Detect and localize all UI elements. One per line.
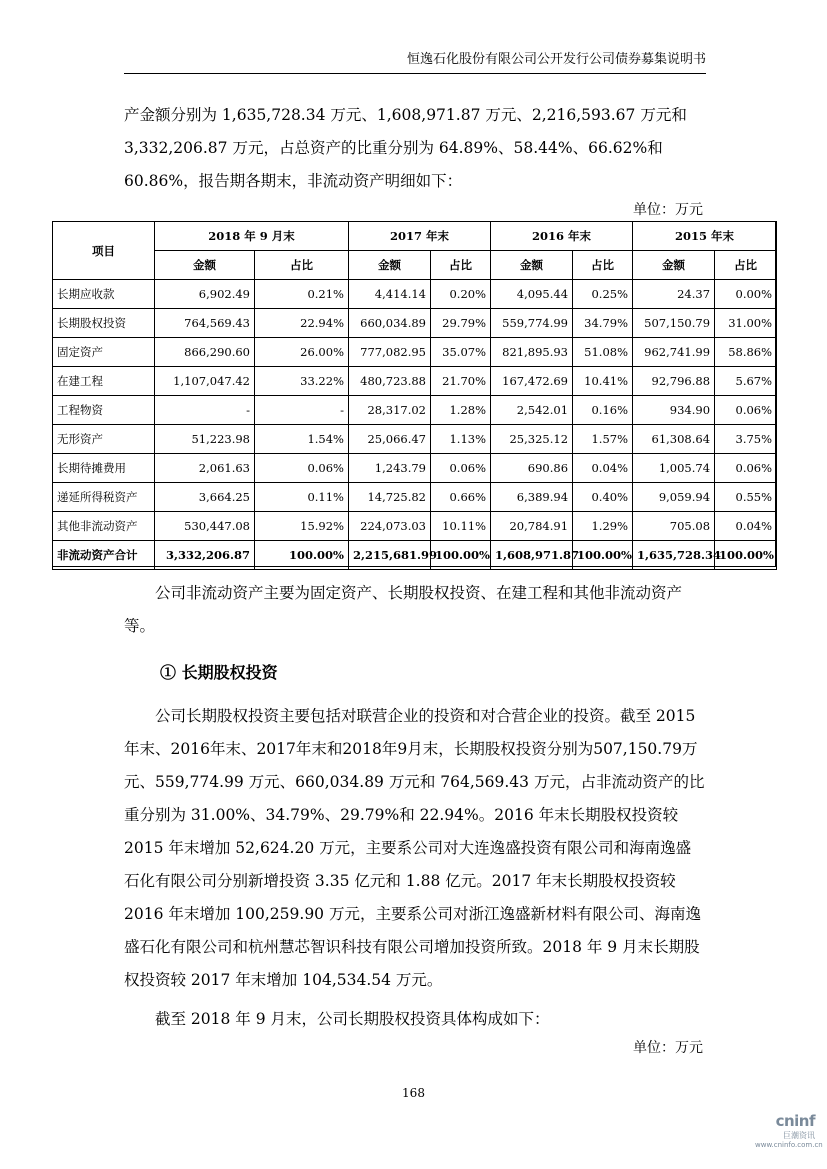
amount-cell: 1,005.74 (633, 454, 715, 483)
ratio-cell: 29.79% (431, 309, 491, 338)
amount-cell: 3,332,206.87 (155, 541, 255, 570)
header-item: 项目 (53, 222, 155, 280)
subheader-amount: 金额 (491, 251, 573, 280)
ratio-cell: 0.20% (431, 280, 491, 309)
amount-cell: 559,774.99 (491, 309, 573, 338)
cninf-logo (755, 1112, 823, 1149)
amount-cell: 2,061.63 (155, 454, 255, 483)
amount-cell: 866,290.60 (155, 338, 255, 367)
subheader-amount: 金额 (633, 251, 715, 280)
amount-cell: 1,243.79 (349, 454, 431, 483)
amount-cell: 3,664.25 (155, 483, 255, 512)
ratio-cell: 100.00% (431, 541, 491, 570)
unit-label-2: 单位：万元 (633, 1040, 703, 1056)
amount-cell: 25,066.47 (349, 425, 431, 454)
paragraph-summary: 公司非流动资产主要为固定资产、长期股权投资、在建工程和其他非流动资产等。 (124, 584, 683, 635)
logo-sub: 巨潮资讯 (783, 1131, 815, 1140)
ratio-cell: 0.00% (715, 280, 777, 309)
ratio-cell: 1.13% (431, 425, 491, 454)
ratio-cell: 0.04% (573, 454, 633, 483)
row-label: 长期应收款 (53, 280, 155, 309)
ratio-cell: 10.11% (431, 512, 491, 541)
ratio-cell: 0.40% (573, 483, 633, 512)
amount-cell: 92,796.88 (633, 367, 715, 396)
amount-cell: 24.37 (633, 280, 715, 309)
amount-cell: 1,608,971.87 (491, 541, 573, 570)
ratio-cell: 0.06% (715, 454, 777, 483)
ratio-cell: 0.06% (255, 454, 349, 483)
row-label: 固定资产 (53, 338, 155, 367)
table-row (53, 512, 777, 541)
amount-cell: 61,308.64 (633, 425, 715, 454)
ratio-cell: 35.07% (431, 338, 491, 367)
amount-cell: 28,317.02 (349, 396, 431, 425)
table-row (53, 396, 777, 425)
row-label: 长期待摊费用 (53, 454, 155, 483)
amount-cell: 167,472.69 (491, 367, 573, 396)
amount-cell: 2,542.01 (491, 396, 573, 425)
subheader-ratio: 占比 (255, 251, 349, 280)
logo-url: www.cninfo.com.cn (755, 1141, 823, 1149)
amount-cell: 2,215,681.99 (349, 541, 431, 570)
ratio-cell: 0.21% (255, 280, 349, 309)
ratio-cell: 58.86% (715, 338, 777, 367)
amount-cell: 6,389.94 (491, 483, 573, 512)
amount-cell: - (155, 396, 255, 425)
amount-cell: 530,447.08 (155, 512, 255, 541)
ratio-cell: 0.25% (573, 280, 633, 309)
header-period-2018q3: 2018 年 9 月末 (155, 222, 349, 251)
amount-cell: 6,902.49 (155, 280, 255, 309)
ratio-cell: 1.28% (431, 396, 491, 425)
section-title: ① 长期股权投资 (160, 663, 278, 682)
subheader-ratio: 占比 (431, 251, 491, 280)
amount-cell: 20,784.91 (491, 512, 573, 541)
ratio-cell: 100.00% (573, 541, 633, 570)
amount-cell: 1,107,047.42 (155, 367, 255, 396)
ratio-cell: 5.67% (715, 367, 777, 396)
amount-cell: 777,082.95 (349, 338, 431, 367)
ratio-cell: 26.00% (255, 338, 349, 367)
running-header: 恒逸石化股份有限公司公开发行公司债券募集说明书 (406, 52, 706, 67)
ratio-cell: 0.66% (431, 483, 491, 512)
ratio-cell: 33.22% (255, 367, 349, 396)
table-row (53, 338, 777, 367)
ratio-cell: 0.11% (255, 483, 349, 512)
ratio-cell: 1.29% (573, 512, 633, 541)
row-label: 递延所得税资产 (53, 483, 155, 512)
ratio-cell: 0.16% (573, 396, 633, 425)
amount-cell: 962,741.99 (633, 338, 715, 367)
amount-cell: 821,895.93 (491, 338, 573, 367)
subheader-ratio: 占比 (573, 251, 633, 280)
row-label: 长期股权投资 (53, 309, 155, 338)
ratio-cell: 1.54% (255, 425, 349, 454)
amount-cell: 9,059.94 (633, 483, 715, 512)
ratio-cell: 21.70% (431, 367, 491, 396)
amount-cell: 705.08 (633, 512, 715, 541)
ratio-cell: 34.79% (573, 309, 633, 338)
ratio-cell: 15.92% (255, 512, 349, 541)
ratio-cell: 0.06% (431, 454, 491, 483)
ratio-cell: 0.04% (715, 512, 777, 541)
logo-brand: cninf (775, 1112, 815, 1130)
row-label: 非流动资产合计 (53, 541, 155, 570)
ratio-cell: 10.41% (573, 367, 633, 396)
ratio-cell: - (255, 396, 349, 425)
amount-cell: 14,725.82 (349, 483, 431, 512)
subheader-ratio: 占比 (715, 251, 777, 280)
ratio-cell: 100.00% (255, 541, 349, 570)
row-label: 其他非流动资产 (53, 512, 155, 541)
amount-cell: 1,635,728.34 (633, 541, 715, 570)
amount-cell: 4,095.44 (491, 280, 573, 309)
header-period-2017: 2017 年末 (349, 222, 491, 251)
table-row (53, 280, 777, 309)
ratio-cell: 3.75% (715, 425, 777, 454)
amount-cell: 51,223.98 (155, 425, 255, 454)
ratio-cell: 51.08% (573, 338, 633, 367)
amount-cell: 25,325.12 (491, 425, 573, 454)
amount-cell: 4,414.14 (349, 280, 431, 309)
paragraph-intro: 产金额分别为 1,635,728.34 万元、1,608,971.87 万元、2,216,593.67 万元和 3,332,206.87 万元，占总资产的比重分别为 64.89%、58.44%、66.62%和 60.86%，报告期各期末，非流动资产明细如下： (124, 106, 687, 190)
subheader-amount: 金额 (155, 251, 255, 280)
ratio-cell: 31.00% (715, 309, 777, 338)
table-row (53, 367, 777, 396)
amount-cell: 764,569.43 (155, 309, 255, 338)
ratio-cell: 1.57% (573, 425, 633, 454)
header-period-2015: 2015 年末 (633, 222, 777, 251)
amount-cell: 934.90 (633, 396, 715, 425)
subheader-amount: 金额 (349, 251, 431, 280)
row-label: 无形资产 (53, 425, 155, 454)
page-number: 168 (402, 1086, 425, 1100)
amount-cell: 660,034.89 (349, 309, 431, 338)
table-row (53, 454, 777, 483)
paragraph-composition: 截至 2018 年 9 月末，公司长期股权投资具体构成如下： (155, 1010, 550, 1028)
table-row (53, 483, 777, 512)
amount-cell: 224,073.03 (349, 512, 431, 541)
unit-label-1: 单位：万元 (633, 202, 703, 218)
amount-cell: 507,150.79 (633, 309, 715, 338)
ratio-cell: 22.94% (255, 309, 349, 338)
amount-cell: 690.86 (491, 454, 573, 483)
ratio-cell: 100.00% (715, 541, 777, 570)
amount-cell: 480,723.88 (349, 367, 431, 396)
row-label: 在建工程 (53, 367, 155, 396)
table-row (53, 425, 777, 454)
ratio-cell: 0.06% (715, 396, 777, 425)
header-rule (124, 73, 706, 74)
table-row (53, 309, 777, 338)
paragraph-equity-investment: 公司长期股权投资主要包括对联营企业的投资和对合营企业的投资。截至 2015年末、2016年末、2017年末和2018年9月末，长期股权投资分别为507,150.79万元、559,774.99 万元、660,034.89 万元和 764,569.43 万元，占非流动资产的比重分别为 31.00%、34.79%、29.79%和 22.94%。2016 年末长期股权投资较 2015 年末增加 52,624.20 万元，主要系公司对大连逸盛投资有限公司和海南逸盛石化有限公司分别新增投资 3.35 亿元和 1.88 亿元。2017 年末长期股权投资较 2016 年末增加 100,259.90 万元，主要系公司对浙江逸盛新材料有限公司、海南逸盛石化有限公司和杭州慧芯智识科技有限公司增加投资所致。2018 年 9 月末长期股权投资较 2017 年末增加 104,534.54 万元。 (124, 707, 705, 989)
ratio-cell: 0.55% (715, 483, 777, 512)
header-period-2016: 2016 年末 (491, 222, 633, 251)
non-current-assets-table (52, 221, 777, 570)
row-label: 工程物资 (53, 396, 155, 425)
table-total-row (53, 541, 777, 570)
